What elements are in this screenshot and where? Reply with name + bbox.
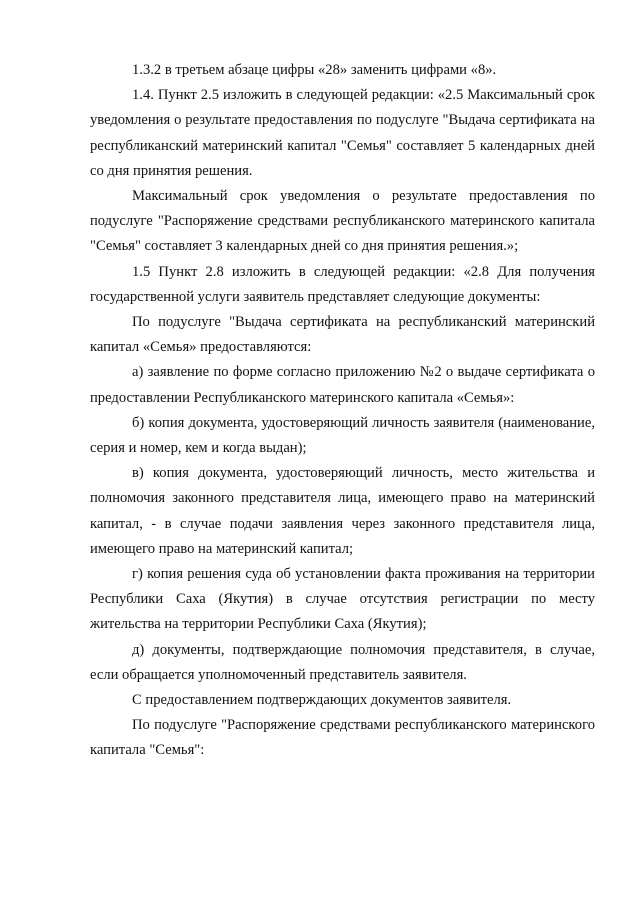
paragraph-1-4: 1.4. Пункт 2.5 изложить в следующей редакции: «2.5 Максимальный срок уведомления о результате предоставления по подуслуге "Выдача сертификата на республиканский материнский капитал "Семья" составляет 5 календарных дней со дня принятия решения. — [90, 87, 595, 179]
paragraph-disposal-subservice: По подуслуге "Распоряжение средствами республиканского материнского капитала "Семья": — [90, 717, 595, 759]
paragraph-1-3-2: 1.3.2 в третьем абзаце цифры «28» заменить цифрами «8». — [132, 62, 497, 78]
paragraph-max-term: Максимальный срок уведомления о результате предоставления по подуслуге "Распоряжение средствами республиканского материнского капитала "Семья" составляет 3 календарных дней со дня принятия решения.»; — [90, 188, 595, 255]
list-item-g: г) копия решения суда об установлении факта проживания на территории Республики Саха (Якутия) в случае отсутствия регистрации по месту жительства на территории Республики Саха (Якутия); — [90, 566, 595, 633]
paragraph-certificate-subservice: По подуслуге "Выдача сертификата на республиканский материнский капитал «Семья» предоставляются: — [90, 314, 595, 356]
list-item-a: а) заявление по форме согласно приложению №2 о выдаче сертификата о предоставлении Республиканского материнского капитала «Семья»: — [90, 364, 595, 406]
list-item-v: в) копия документа, удостоверяющий личность, место жительства и полномочия законного представителя лица, имеющего право на материнский капитал, - в случае подачи заявления через законного представителя лица, имеющего право на материнский капитал; — [90, 465, 595, 557]
paragraph-supporting-docs: С предоставлением подтверждающих документов заявителя. — [132, 692, 512, 709]
list-item-d: д) документы, подтверждающие полномочия представителя, в случае, если обращается уполномоченный представитель заявителя. — [90, 641, 595, 683]
paragraph-1-5: 1.5 Пункт 2.8 изложить в следующей редакции: «2.8 Для получения государственной услуги заявитель представляет следующие документы: — [90, 263, 595, 305]
document-page — [90, 58, 595, 764]
list-item-b: б) копия документа, удостоверяющий личность заявителя (наименование, серия и номер, кем и когда выдан); — [90, 414, 595, 457]
